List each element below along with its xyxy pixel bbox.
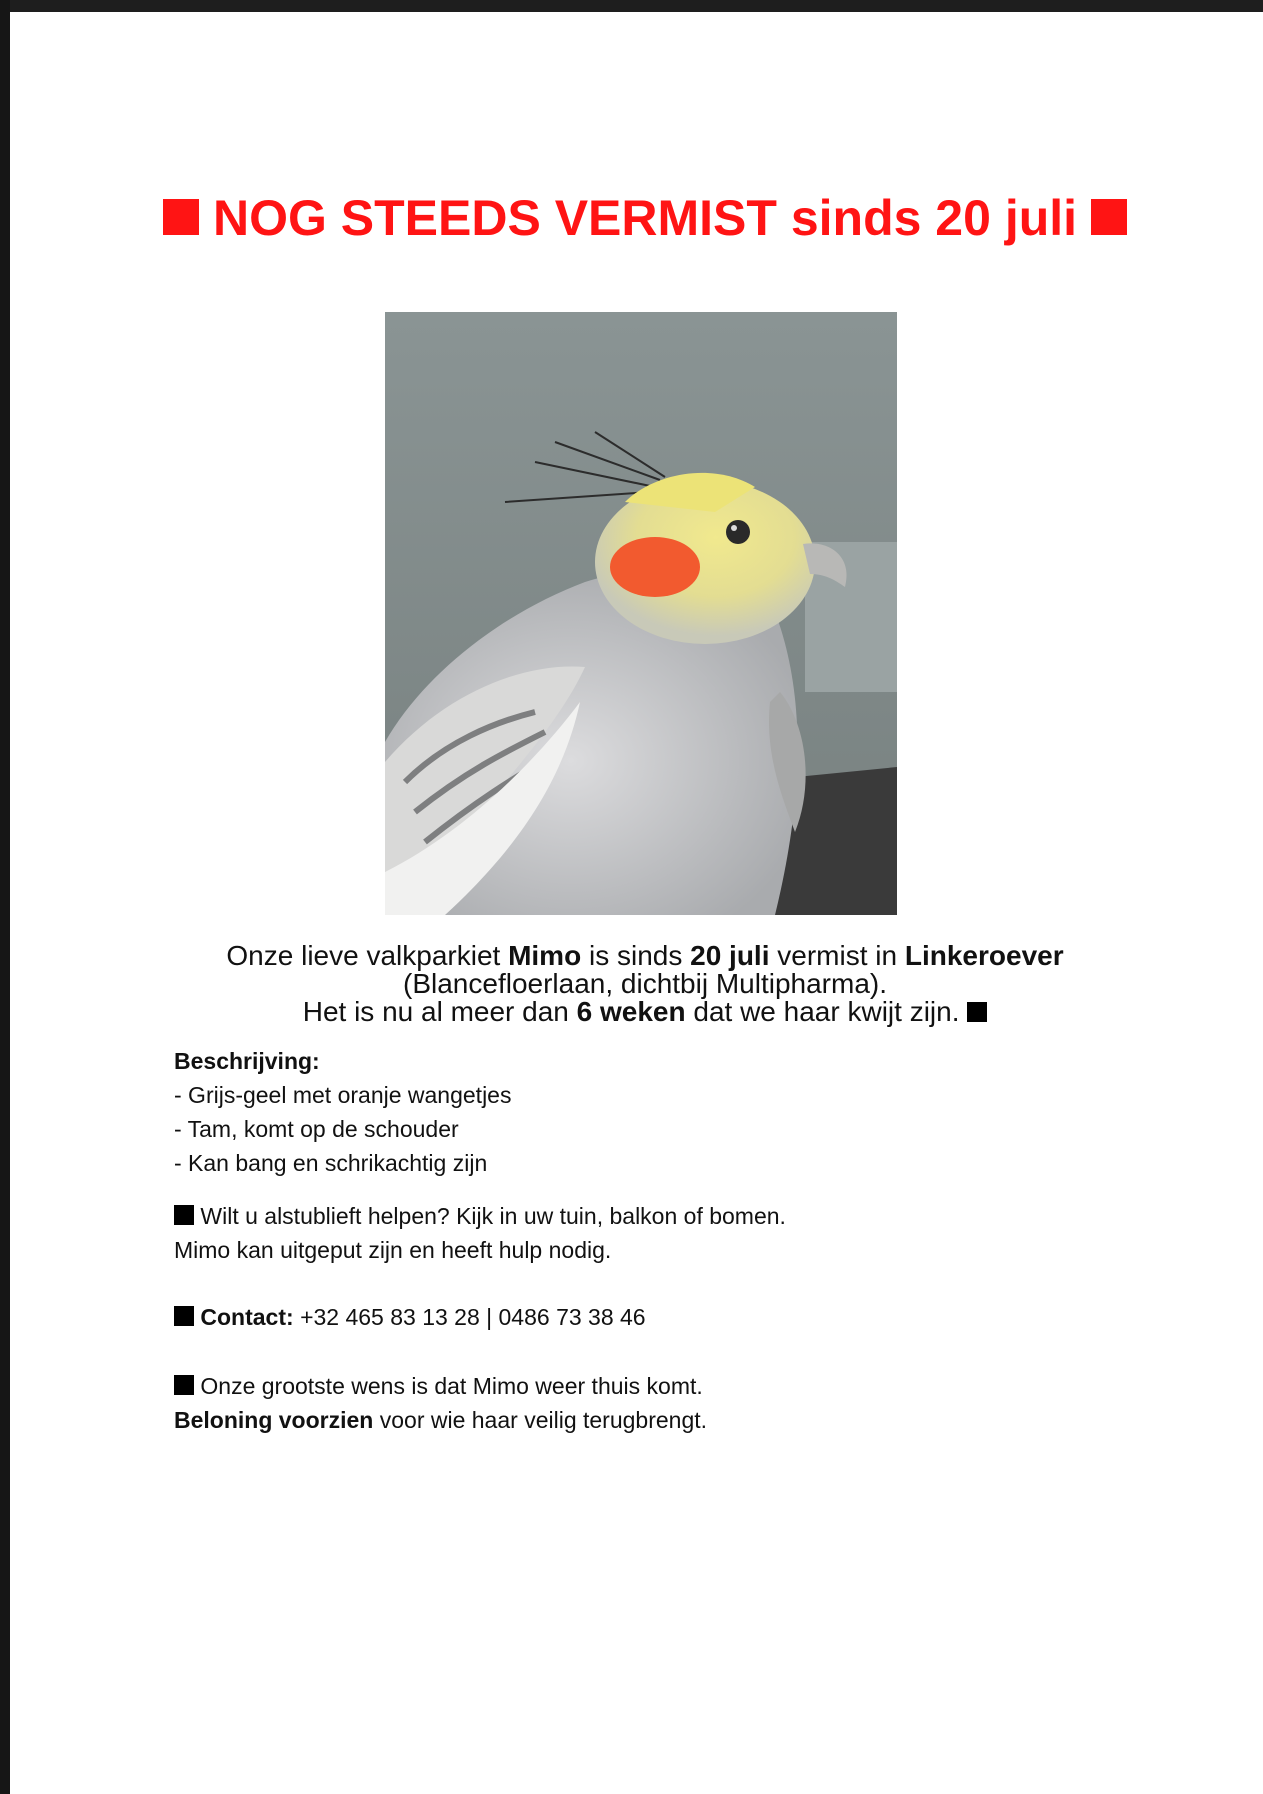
missing-location: Linkeroever [904,940,1064,971]
reward-label: Beloning voorzien [174,1407,374,1433]
intro-text-segment: Het is nu al meer dan [302,996,577,1027]
contact-section [174,1300,1074,1334]
intro-text-segment: Onze lieve valkparkiet [226,940,509,971]
black-square-icon [967,1002,987,1022]
help-text: Wilt u alstublieft helpen? Kijk in uw tuin, balkon of bomen. [200,1203,786,1229]
description-item: - Kan bang en schrikachtig zijn [174,1150,488,1176]
black-square-icon [174,1306,194,1326]
document-page [10,12,1263,1794]
contact-phone-numbers: +32 465 83 13 28 | 0486 73 38 46 [300,1304,646,1330]
wish-text: Onze grootste wens is dat Mimo weer thuis komt. [200,1373,703,1399]
window-frame-left [0,0,10,1794]
red-square-icon [163,199,199,235]
missing-duration: 6 weken [576,996,686,1027]
cockatiel-icon [385,312,897,915]
help-line-2: Mimo kan uitgeput zijn en heeft hulp nodig. [174,1237,612,1263]
wish-section [174,1369,1074,1437]
intro-line-1 [130,942,1160,970]
contact-line [174,1300,1074,1334]
help-line-1 [174,1199,1074,1233]
intro-text-segment: dat we haar kwijt zijn. [685,996,960,1027]
reward-text: voor wie haar veilig terugbrengt. [373,1407,708,1433]
contact-label: Contact: [200,1304,294,1330]
missing-date: 20 juli [690,940,770,971]
help-section [174,1199,1074,1267]
black-square-icon [174,1375,194,1395]
cockatiel-photo [385,312,897,915]
description-item: - Grijs-geel met oranje wangetjes [174,1082,512,1108]
description-heading: Beschrijving: [174,1048,320,1074]
title-text: NOG STEEDS VERMIST sinds 20 juli [212,190,1078,246]
description-section [174,1044,1074,1180]
red-square-icon [1091,199,1127,235]
bird-name: Mimo [508,940,582,971]
black-square-icon [174,1205,194,1225]
intro-line-3 [130,998,1160,1026]
window-frame-top [0,0,1263,12]
wish-line [174,1369,1074,1403]
intro-text-segment: is sinds [581,940,691,971]
description-item: - Tam, komt op de schouder [174,1116,459,1142]
intro-text-segment: vermist in [769,940,905,971]
reward-line [174,1403,1074,1437]
intro-line-2: (Blancefloerlaan, dichtbij Multipharma). [403,968,887,999]
page-title [130,190,1160,246]
intro-text [130,942,1160,1026]
